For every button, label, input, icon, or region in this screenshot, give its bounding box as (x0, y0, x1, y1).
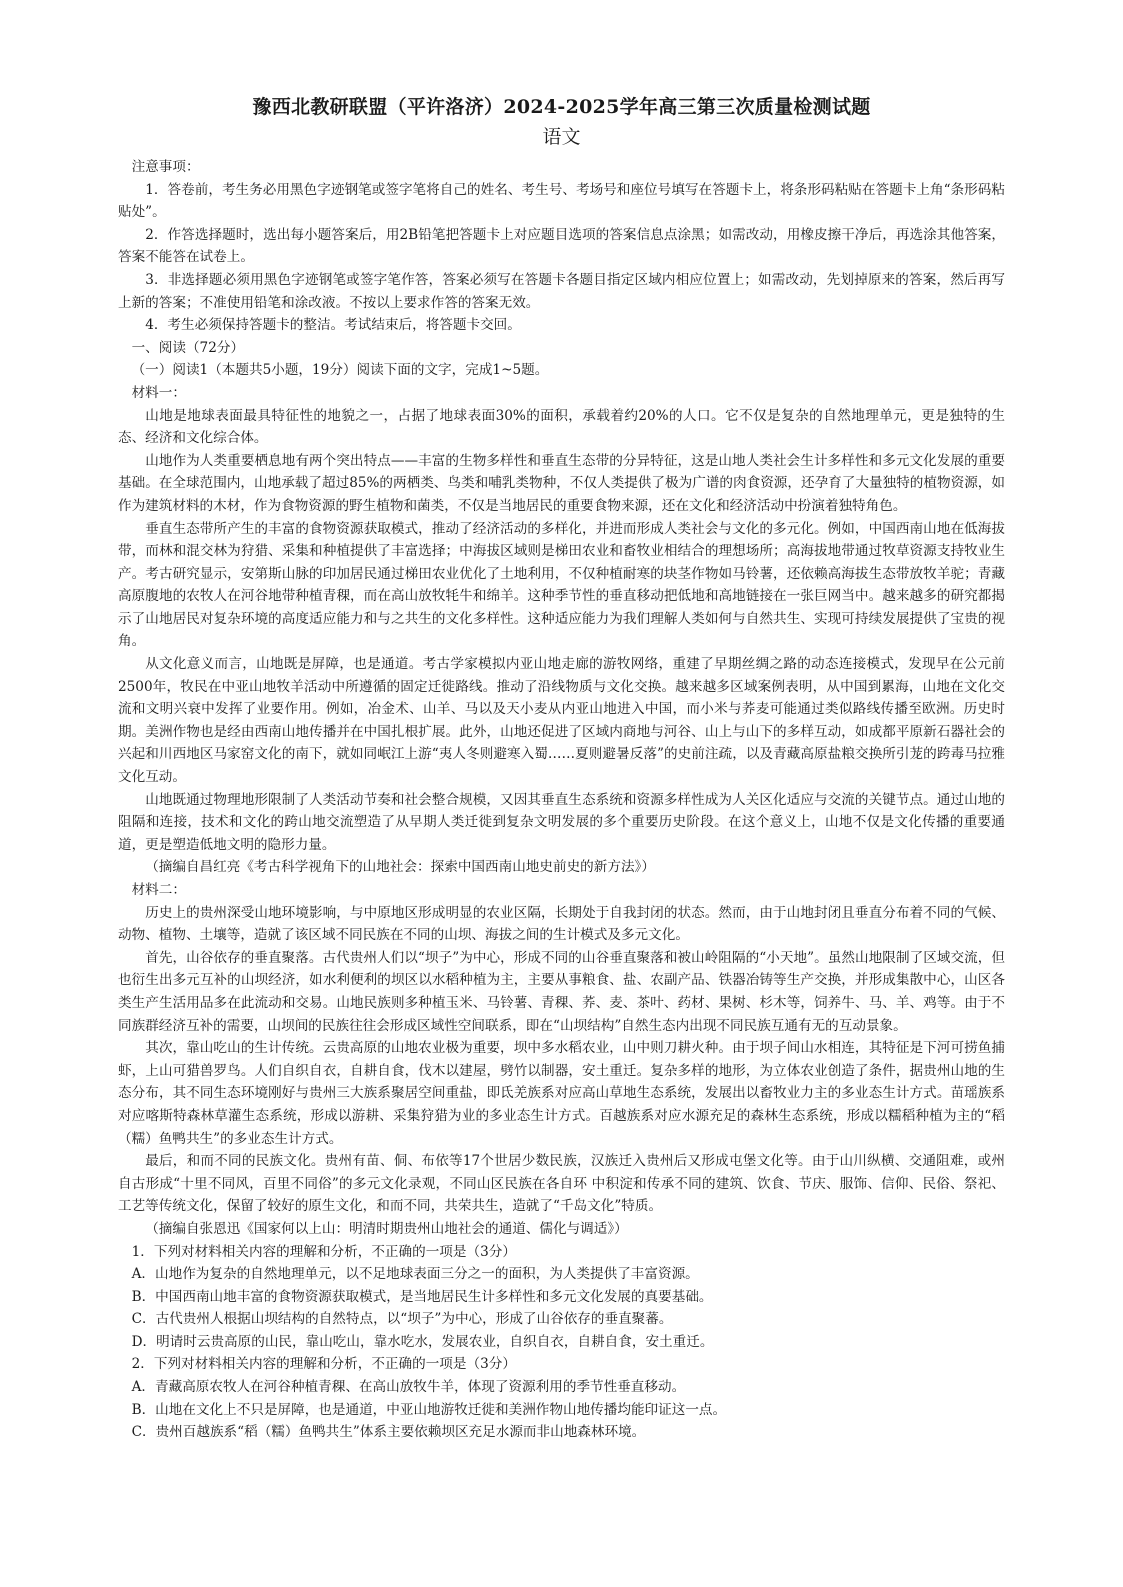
notice-item: 4．考生必须保持答题卡的整洁。考试结束后，将答题卡交回。 (145, 317, 521, 334)
question-2 (118, 1353, 1005, 1443)
question-stem: 2．下列对材料相关内容的理解和分析，不正确的一项是（3分） (131, 1356, 516, 1373)
question-option: B．中国西南山地丰富的食物资源获取模式，是当地居民生计多样性和多元文化发展的真要基础。 (131, 1288, 713, 1305)
subject-title: 语文 (542, 126, 581, 148)
question-option: C．古代贵州人根据山坝结构的自然特点，以“坝子”为中心，形成了山谷依存的垂直聚蕃。 (131, 1311, 673, 1328)
notice-block (118, 156, 1005, 337)
material-one (118, 382, 1005, 879)
material-paragraph: 首先，山谷依存的垂直聚落。古代贵州人们以“坝子”为中心，形成不同的山谷垂直聚落和被山岭阻隔的“小天地”。虽然山地限制了区域交流，但也衍生出多元互补的山坝经济，如水利便利的坝区以水稻种植为主，主要从事粮食、盐、农副产品、铁器冶铸等生产交换，并形成集散中心，山区各类生产生活用品多在此流动和交易。山地民族则多种植玉米、马铃薯、青稞、荞、麦、茶叶、药材、果树、杉木等，饲养牛、马、羊、鸡等。由于不同族群经济互补的需要，山坝间的民族往往会形成区域性空间联系，即在“山坝结构”自然生态内出现不同民族互通有无的互动景象。 (118, 949, 1005, 1034)
material-label: 材料一： (131, 384, 186, 401)
notice-item: 2．作答选择题时，选出每小题答案后，用2B铅笔把答题卡上对应题目选项的答案信息点涂黑；如需改动，用橡皮擦干净后，再选涂其他答案，答案不能答在试卷上。 (118, 226, 1005, 266)
notice-item: 1．答卷前，考生务必用黑色字迹钢笔或签字笔将自己的姓名、考生号、考场号和座位号填写在答题卡上，将条形码粘贴在答题卡上角“条形码粘贴处”。 (118, 181, 1005, 221)
question-option: A．山地作为复杂的自然地理单元，以不足地球表面三分之一的面积，为人类提供了丰富资源。 (131, 1266, 699, 1283)
material-paragraph: 最后，和而不同的民族文化。贵州有苗、侗、布依等17个世居少数民族，汉族迁入贵州后又形成屯堡文化等。由于山川纵横、交通阻难，或州自古形成“十里不同风，百里不同俗”的多元文化录观，不同山区民族在各自环 中积淀和传承不同的建筑、饮食、节庆、服饰、信仰、民俗、祭祀、工艺等传统文化，保留了较好的原生文化，和而不同，共荣共生，造就了“千岛文化”特质。 (118, 1153, 1005, 1215)
notice-heading: 注意事项： (131, 159, 200, 175)
question-option: A．青藏高原农牧人在河谷种植青稞、在高山放牧牛羊，体现了资源利用的季节性垂直移动。 (131, 1379, 686, 1396)
material-paragraph: 山地是地球表面最具特征性的地貌之一，占据了地球表面30%的面积，承载着约20%的人口。它不仅是复杂的自然地理单元，更是独特的生态、经济和文化综合体。 (118, 407, 1005, 447)
sub-section-heading: （一）阅读1（本题共5小题，19分）阅读下面的文字，完成1~5题。 (131, 362, 549, 379)
material-source: （摘编自昌红亮《考古科学视角下的山地社会：探索中国西南山地史前史的新方法》） (145, 859, 655, 876)
material-paragraph: 山地既通过物理地形限制了人类活动节奏和社会整合规模，又因其垂直生态系统和资源多样性成为人关区化适应与交流的关键节点。通过山地的阻隔和连接，技术和文化的跨山地交流塑造了从早期人类迁徙到复杂文明发展的多个重要历史阶段。在这个意义上，山地不仅是文化传播的重要通道，更是塑造低地文明的隐形力量。 (118, 791, 1005, 853)
material-paragraph: 从文化意义而言，山地既是屏障，也是通道。考古学家模拟内亚山地走廊的游牧网络，重建了早期丝绸之路的动态连接模式，发现早在公元前2500年，牧民在中亚山地牧羊活动中所遵循的固定迁徙路线。推动了沿线物质与文化交换。越来越多区域案例表明，从中国到累海，山地在文化交流和文明兴衰中发挥了业要作用。例如，冶金术、山羊、马以及天小麦从内亚山地进入中国，而小米与荞麦可能通过类似路线传播至欧洲。历史时期。美洲作物也是经由西南山地传播并在中国扎根扩展。此外，山地还促进了区域内商地与河谷、山上与山下的多样互动，如成都平原新石器社会的兴起和川西地区马家窑文化的南下，就如同岷江上游“夷人冬则避寒入蜀……夏则避暑反落”的史前注疏，以及青藏高原盐粮交换所引茏的跨毒马拉雅文化互动。 (118, 656, 1005, 786)
material-paragraph: 历史上的贵州深受山地环境影响，与中原地区形成明显的农业区隔，长期处于自我封闭的状态。然而，由于山地封闭且垂直分布着不同的气候、动物、植物、土壤等，造就了该区域不同民族在不同的山坝、海拔之间的生计模式及多元文化。 (118, 904, 1005, 944)
material-label: 材料二： (131, 882, 186, 898)
material-paragraph: 垂直生态带所产生的丰富的食物资源获取模式，推动了经济活动的多样化，并进而形成人类社会与文化的多元化。例如，中国西南山地在低海拔带，而林和混交林为狩猎、采集和种植提供了丰富选择；中海拔区域则是梯田农业和畜牧业相结合的理想场所；高海拔地带通过牧草资源支持牧业生产。考古研究显示，安第斯山脉的印加居民通过梯田农业优化了土地利用，不仅种植耐寒的块茎作物如马铃薯，还依赖高海拔生态带放牧羊驼；青藏高原腹地的农牧人在河谷地带种植青稞，而在高山放牧牦牛和绵羊。这种季节性的垂直移动把低地和高地链接在一张巨网当中。越来越多的研究都揭示了山地居民对复杂环境的高度适应能力和与之共生的文化多样性。这种适应能力为我们理解人类如何与自然共生、实现可持续发展提供了宝贵的视角。 (118, 520, 1005, 650)
material-paragraph: 其次，靠山吃山的生计传统。云贵高原的山地农业极为重要，坝中多水稻农业，山中则刀耕火种。由于坝子间山水相连，其特征是下河可捞鱼捕虾，上山可猎兽罗鸟。人们自织自衣，自耕自食，伐木以建屋，劈竹以制器，安土重迁。复杂多样的地形，为立体农业创造了条件，据贵州山地的生态分布，其不同生态环境刚好与贵州三大族系聚居空间重盐，即氐羌族系对应高山草地生态系统，发展出以畜牧业力主的多业态生计方式。苗瑶族系对应喀斯特森林草灌生态系统，形成以游耕、采集狩猎为业的多业态生计方式。百越族系对应水源充足的森林生态系统，形成以糯稻种植为主的“稻（糯）鱼鸭共生”的多业态生计方式。 (118, 1040, 1005, 1147)
notice-item: 3．非选择题必须用黑色字迹钢笔或签字笔作答，答案必须写在答题卡各题目指定区域内相应位置上；如需改动，先划掉原来的答案，然后再写上新的答案；不准使用铅笔和涂改液。不按以上要求作答的答案无效。 (118, 271, 1005, 311)
question-stem: 1．下列对材料相关内容的理解和分析，不正确的一项是（3分） (131, 1243, 516, 1260)
question-option: B．山地在文化上不只是屏障，也是通道，中亚山地游牧迁徙和美洲作物山地传播均能印证这一点。 (131, 1401, 727, 1418)
material-paragraph: 山地作为人类重要栖息地有两个突出特点——丰富的生物多样性和垂直生态带的分异特征，这是山地人类社会生计多样性和多元文化发展的重要基础。在全球范围内，山地承载了超过85%的两栖类、鸟类和哺乳类物种，不仅人类提供了极为广谱的肉食资源，还孕育了大量独特的植物资源，如作为建筑材料的木材，作为食物资源的野生植物和菌类，不仅是当地居民的重要食物来源，还在文化和经济活动中扮演着独特角色。 (118, 452, 1005, 514)
question-1 (118, 1241, 1005, 1354)
section-heading: 一、阅读（72分） (131, 339, 245, 356)
question-option: C．贵州百越族系“稻（糯）鱼鸭共生”体系主要依赖坝区充足水源而非山地森林环境。 (131, 1424, 646, 1441)
exam-title: 豫西北教研联盟（平许洛济）2024-2025学年高三第三次质量检测试题 (252, 96, 871, 118)
material-two (118, 879, 1005, 1241)
material-source: （摘编自张恩迅《国家何以上山：明清时期贵州山地社会的通道、儒化与调适》） (145, 1220, 628, 1237)
question-option: D．明请时云贵高原的山民，靠山吃山，靠水吃水，发展农业，自织自衣，自耕自食，安土重迁。 (131, 1333, 714, 1350)
